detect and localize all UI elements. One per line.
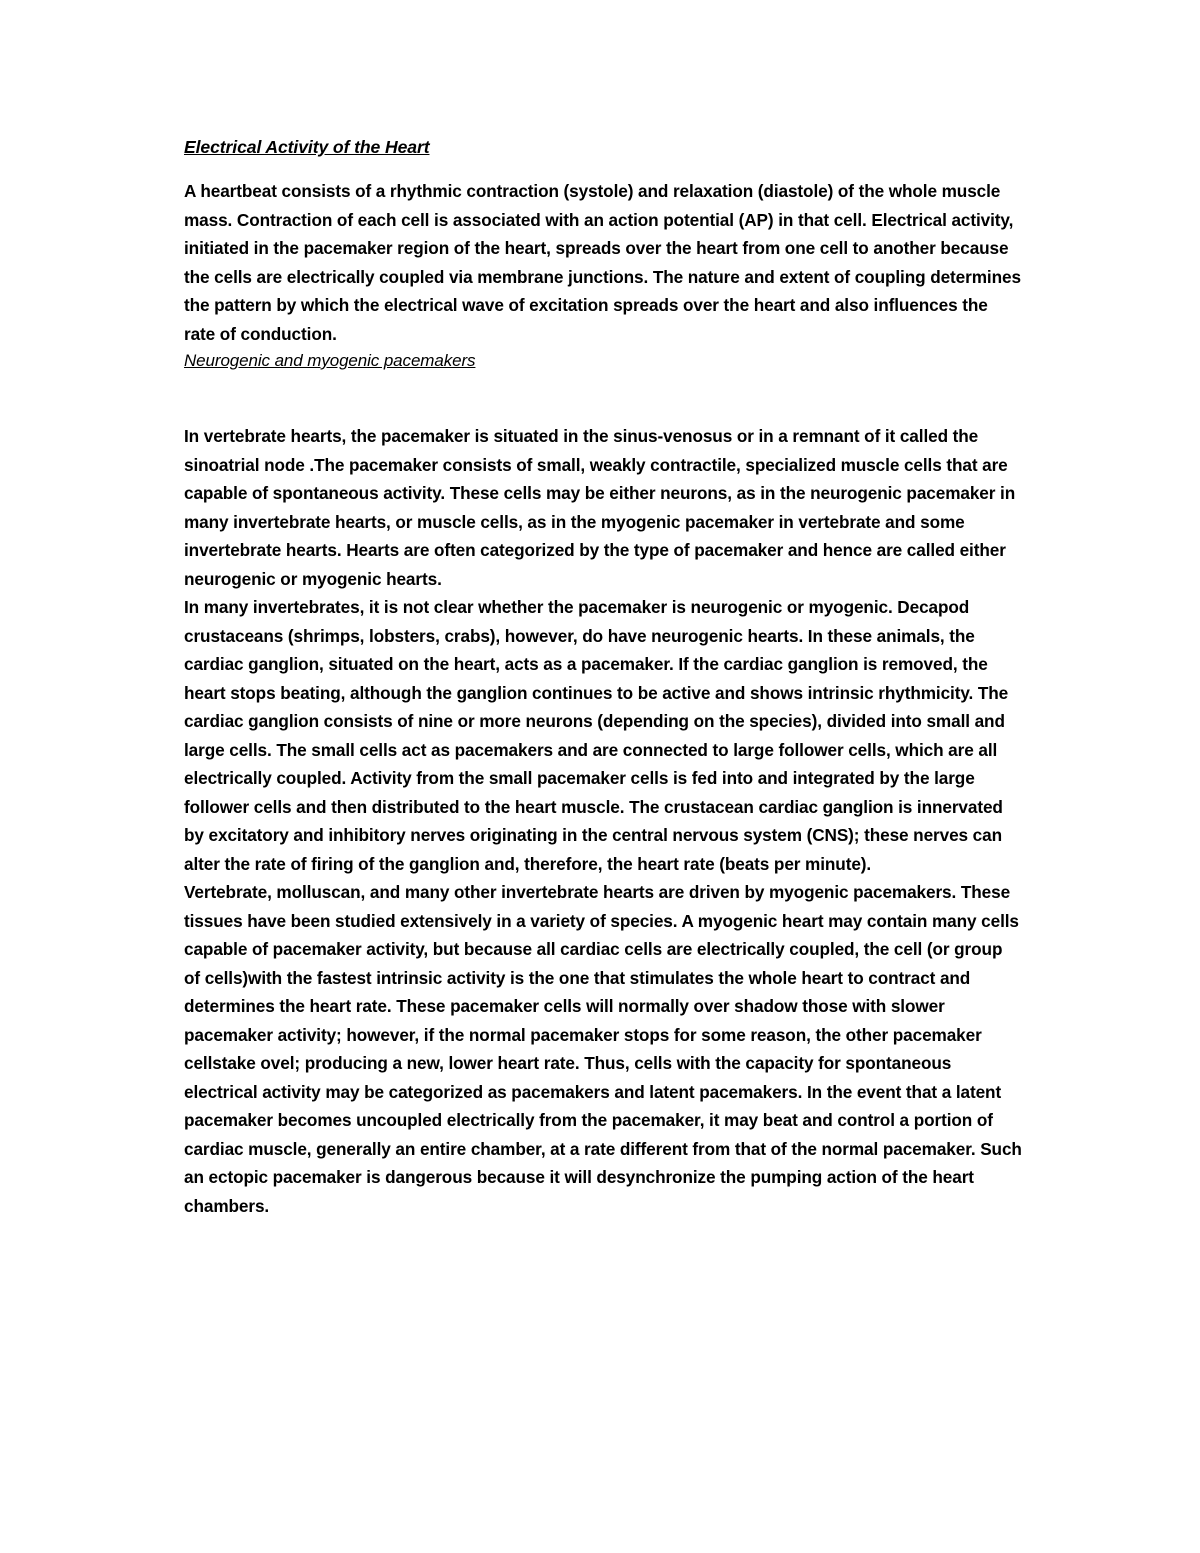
paragraph-myogenic-pacemaker: Vertebrate, molluscan, and many other invertebrate hearts are driven by myogenic pacemakers. These tissues have been studied extensively in a variety of species. A myogenic heart may contain many cells capable of pacemaker activity, but because all cardiac cells are electrically coupled, the cell (or group of cells)with the fastest intrinsic activity is the one that stimulates the whole heart to contract and determines the heart rate. These pacemaker cells will normally over shadow those with slower pacemaker activity; however, if the normal pacemaker stops for some reason, the other pacemaker cellstake ovel; producing a new, lower heart rate. Thus, cells with the capacity for spontaneous electrical activity may be categorized as pacemakers and latent pacemakers. In the event that a latent pacemaker becomes uncoupled electrically from the pacemaker, it may beat and control a portion of cardiac muscle, generally an entire chamber, at a rate different from that of the normal pacemaker. Such an ectopic pacemaker is dangerous because it will desynchronize the pumping action of the heart chambers. xyxy=(184,882,1022,1216)
paragraph-vertebrate-pacemaker: In vertebrate hearts, the pacemaker is situated in the sinus-venosus or in a remnant of it called the sinoatrial node .The pacemaker consists of small, weakly contractile, specialized muscle cells that are capable of spontaneous activity. These cells may be either neurons, as in the neurogenic pacemaker in many invertebrate hearts, or muscle cells, as in the myogenic pacemaker in vertebrate and some invertebrate hearts. Hearts are often categorized by the type of pacemaker and hence are called either neurogenic or myogenic hearts. xyxy=(184,426,1016,589)
section-heading-pacemakers: Neurogenic and myogenic pacemakers xyxy=(184,351,476,370)
paragraph-invertebrate-pacemaker: In many invertebrates, it is not clear whether the pacemaker is neurogenic or myogenic. Decapod crustaceans (shrimps, lobsters, crabs), however, do have neurogenic hearts. In these animals, the cardiac ganglion, situated on the heart, acts as a pacemaker. If the cardiac ganglion is removed, the heart stops beating, although the ganglion continues to be active and shows intrinsic rhythmicity. The cardiac ganglion consists of nine or more neurons (depending on the species), divided into small and large cells. The small cells act as pacemakers and are connected to large follower cells, which are all electrically coupled. Activity from the small pacemaker cells is fed into and integrated by the large follower cells and then distributed to the heart muscle. The crustacean cardiac ganglion is innervated by excitatory and inhibitory nerves originating in the central nervous system (CNS); these nerves can alter the rate of firing of the ganglion and, therefore, the heart rate (beats per minute). xyxy=(184,597,1009,874)
spacer xyxy=(184,374,1022,422)
document-page xyxy=(184,134,1022,1220)
document-title: Electrical Activity of the Heart xyxy=(184,137,430,157)
paragraph-heartbeat: A heartbeat consists of a rhythmic contraction (systole) and relaxation (diastole) of the whole muscle mass. Contraction of each cell is associated with an action potential (AP) in that cell. Electrical activity, initiated in the pacemaker region of the heart, spreads over the heart from one cell to another because the cells are electrically coupled via membrane junctions. The nature and extent of coupling determines the pattern by which the electrical wave of excitation spreads over the heart and also influences the rate of conduction. xyxy=(184,181,1021,344)
